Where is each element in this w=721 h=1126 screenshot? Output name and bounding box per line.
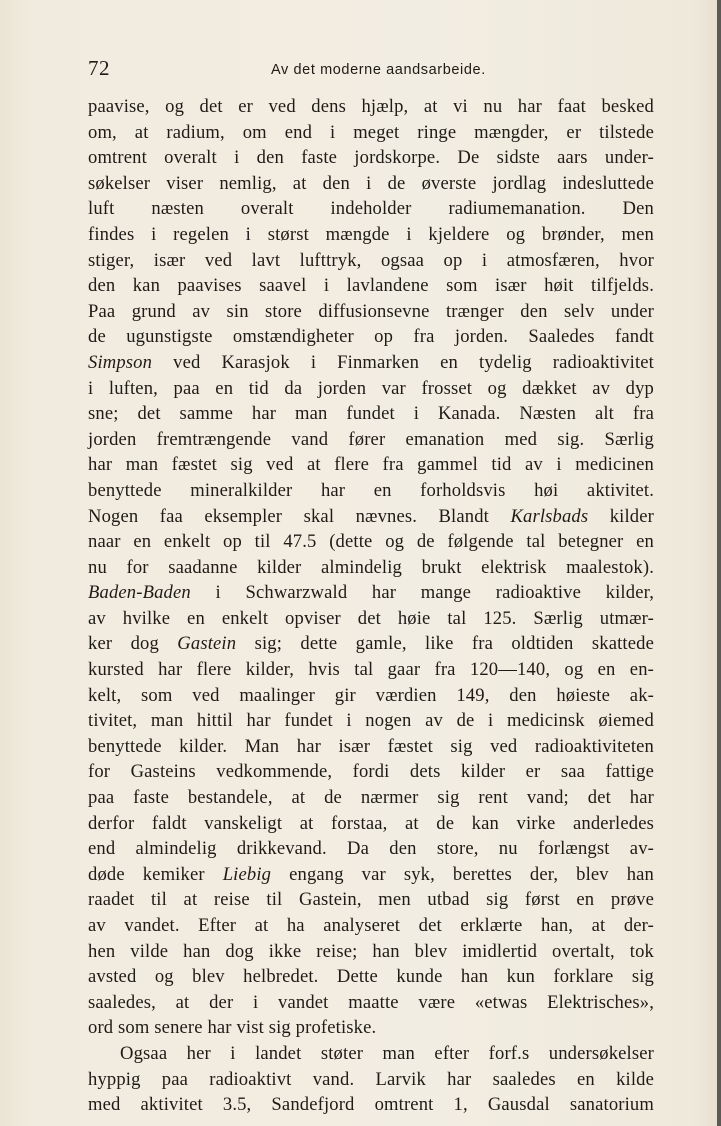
text-line: av vandet. Efter at ha analyseret det erklærte han, at der- (88, 915, 654, 936)
page-edge-shadow (717, 0, 721, 1126)
text-line: benyttede mineralkilder har en forholdsvis høi aktivitet. (88, 479, 654, 501)
text-line: har man fæstet sig ved at flere fra gammel tid av i medicinen (88, 454, 654, 476)
text-line: jorden fremtrængende vand fører emanation med sig. Særlig (88, 428, 654, 450)
page-number: 72 (88, 56, 110, 80)
italic-name-gastein: Gastein (177, 633, 237, 655)
text-line: findes i regelen i størst mængde i kjeldere og brønder, men (88, 223, 654, 245)
text-line-paragraph-end: ord som senere har vist sig profetiske. (88, 1017, 377, 1039)
text-line (88, 631, 654, 657)
italic-name-simpson: Simpson (88, 351, 153, 373)
text-line: søkelser viser nemlig, at den i de øverste jordlag indesluttede (88, 172, 654, 194)
page-header (88, 56, 648, 84)
text-line: kelt, som ved maalinger gir værdien 149, den høieste ak- (88, 684, 654, 706)
text-line: hen vilde han dog ikke reise; han blev imidlertid overtalt, tok (88, 940, 654, 962)
line-rest: kilder (588, 505, 655, 527)
text-line: naar en enkelt op til 47.5 (dette og de følgende tal betegner en (88, 531, 654, 553)
text-line: av hvilke en enkelt opviser det høie tal 125. Særlig utmær- (88, 607, 654, 629)
line-rest: ved Karasjok i Finmarken en tydelig radioaktivitet (152, 351, 654, 373)
text-line: stiger, især ved lavt lufttryk, ogsaa op i atmosfæren, hvor (88, 249, 654, 271)
text-line: hyppig paa radioaktivt vand. Larvik har saaledes en kilde (88, 1068, 654, 1090)
line-pre: døde kemiker (88, 863, 223, 885)
text-line: benyttede kilder. Man har især fæstet sig ved radioaktiviteten (88, 735, 654, 757)
line-rest: sig; dette gamle, like fra oldtiden skattede (236, 633, 654, 655)
text-line: om, at radium, om end i meget ringe mængder, er tilstede (88, 121, 654, 143)
italic-name-baden-baden: Baden-Baden (88, 582, 191, 604)
text-line: de ugunstigste omstændigheter op fra jorden. Saaledes fandt (88, 326, 654, 348)
italic-name-karlsbads: Karlsbads (510, 505, 589, 527)
text-line: med aktivitet 3.5, Sandefjord omtrent 1, Gausdal sanatorium (88, 1094, 654, 1116)
text-line: luft næsten overalt indeholder radiumemanation. Den (88, 198, 654, 220)
text-line: raadet til at reise til Gastein, men utbad sig først en prøve (88, 889, 654, 911)
running-head: Av det moderne aandsarbeide. (271, 62, 486, 78)
text-line (88, 862, 654, 888)
text-line (88, 580, 654, 606)
text-line: end almindelig drikkevand. Da den store, nu forlængst av- (88, 838, 654, 860)
text-line: paavise, og det er ved dens hjælp, at vi nu har faat besked (88, 96, 654, 117)
text-line: derfor faldt vanskeligt at forstaa, at de kan virke anderledes (88, 812, 654, 834)
text-line: for Gasteins vedkommende, fordi dets kilder er saa fattige (88, 761, 654, 783)
text-line: sne; det samme har man fundet i Kanada. Næsten alt fra (88, 403, 654, 425)
body-text (88, 94, 654, 1118)
text-line: avsted og blev helbredet. Dette kunde han kun forklare sig (88, 966, 654, 988)
text-line: saaledes, at der i vandet maatte være «etwas Elektrisches», (88, 991, 654, 1013)
line-rest: i Schwarzwald har mange radioaktive kilder, (190, 582, 654, 604)
text-line: paa faste bestandele, at de nærmer sig rent vand; det har (88, 787, 654, 809)
text-line: i luften, paa en tid da jorden var frosset og dækket av dyp (88, 377, 654, 399)
text-line (88, 504, 654, 530)
text-line: tivitet, man hittil har fundet i nogen av de i medicinsk øiemed (88, 710, 654, 732)
text-line: nu for saadanne kilder almindelig brukt elektrisk maalestok). (88, 556, 654, 578)
text-line: omtrent overalt i den faste jordskorpe. De sidste aars under- (88, 147, 654, 169)
text-line-paragraph-start: Ogsaa her i landet støter man efter forf.s undersøkelser (120, 1042, 654, 1064)
line-pre: Nogen faa eksempler skal nævnes. Blandt (88, 505, 511, 527)
text-line (88, 350, 654, 376)
text-line: Paa grund av sin store diffusionsevne trænger den selv under (88, 300, 654, 322)
italic-name-liebig: Liebig (222, 863, 272, 885)
line-rest: engang var syk, berettes der, blev han (271, 863, 655, 885)
text-line: den kan paavises saavel i lavlandene som især høit tilfjelds. (88, 275, 654, 297)
text-line: kursted har flere kilder, hvis tal gaar fra 120—140, og en en- (88, 659, 654, 681)
line-pre: ker dog (88, 633, 178, 655)
